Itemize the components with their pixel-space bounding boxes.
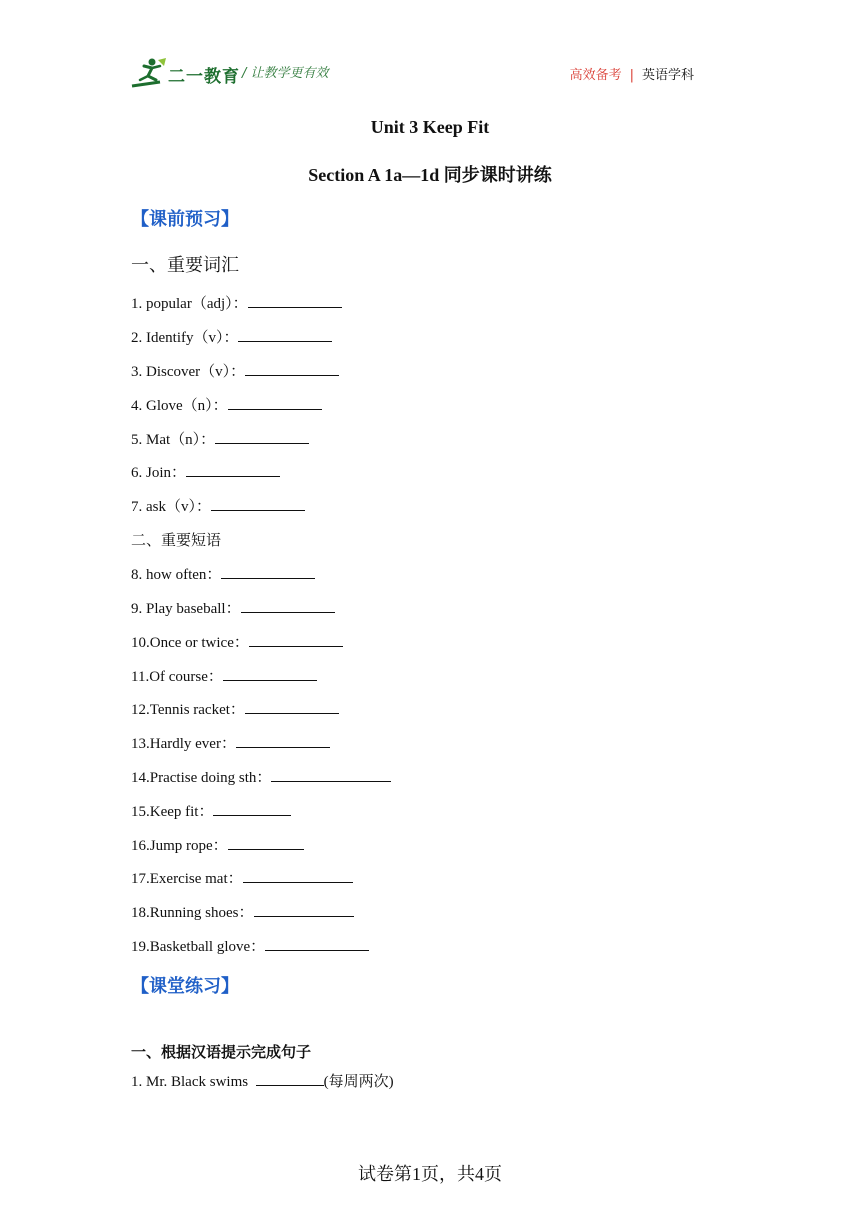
vocab-label: 1. popular（adj）： <box>131 296 248 312</box>
practice-heading: 【课堂练习】 <box>131 976 239 997</box>
phrase-item <box>131 834 304 855</box>
phrase-item <box>131 935 369 956</box>
answer-blank[interactable] <box>215 428 309 444</box>
phrase-item <box>131 563 315 584</box>
phrase-item <box>131 597 335 618</box>
phrase-label: 9. Play baseball： <box>131 601 241 617</box>
header-label: 高效备考 <box>569 68 622 83</box>
phrase-label: 14.Practise doing sth： <box>131 770 272 786</box>
page-header <box>0 0 860 100</box>
answer-blank[interactable] <box>241 597 335 613</box>
phrase-label: 16.Jump rope： <box>131 838 228 854</box>
answer-blank[interactable] <box>254 901 354 917</box>
vocab-item <box>131 326 332 347</box>
vocab-label: 4. Glove（n）： <box>131 398 228 414</box>
phrase-item <box>131 766 391 787</box>
vocab-heading: 一、重要词汇 <box>131 255 239 275</box>
phrase-item <box>131 698 339 719</box>
vocab-label: 3. Discover（v）： <box>131 364 246 380</box>
answer-blank[interactable] <box>248 292 342 308</box>
vocab-label: 5. Mat（n）： <box>131 432 216 448</box>
phrase-label: 8. how often： <box>131 567 222 583</box>
answer-blank[interactable] <box>249 631 343 647</box>
phrase-label: 12.Tennis racket： <box>131 702 245 718</box>
slogan: / 让教学更有效 <box>242 66 329 81</box>
vocab-label: 7. ask（v）： <box>131 499 211 515</box>
question-text: 1. Mr. Black swims <box>131 1074 249 1090</box>
phrase-item <box>131 800 291 821</box>
question-hint: (每周两次) <box>323 1074 394 1090</box>
phrase-label: 17.Exercise mat： <box>131 871 243 887</box>
slogan-text: 让教学更有效 <box>250 66 329 81</box>
vocab-item <box>131 495 305 516</box>
page-subtitle: Section A 1a—1d 同步课时讲练 <box>308 165 552 185</box>
header-divider: | <box>629 68 634 83</box>
answer-blank[interactable] <box>256 1070 324 1086</box>
logo-text: 二一教育 <box>168 67 240 87</box>
page-title: Unit 3 Keep Fit <box>370 117 490 137</box>
part1-heading: 一、根据汉语提示完成句子 <box>131 1043 312 1061</box>
page-footer: 试卷第1页，共4页 <box>358 1164 502 1184</box>
phrase-item <box>131 732 330 753</box>
brand-logo <box>130 56 350 92</box>
phrase-item <box>131 867 353 888</box>
answer-blank[interactable] <box>213 800 291 816</box>
answer-blank[interactable] <box>238 326 332 342</box>
vocab-item <box>131 292 342 313</box>
answer-blank[interactable] <box>245 360 339 376</box>
answer-blank[interactable] <box>271 766 391 782</box>
vocab-label: 2. Identify（v）： <box>131 330 239 346</box>
answer-blank[interactable] <box>211 495 305 511</box>
phrase-label: 15.Keep fit： <box>131 804 214 820</box>
answer-blank[interactable] <box>228 834 304 850</box>
phrase-item <box>131 665 317 686</box>
phrase-label: 11.Of course： <box>131 669 223 685</box>
header-subject <box>570 64 694 83</box>
vocab-item <box>131 461 280 482</box>
vocab-item <box>131 360 339 381</box>
vocab-item <box>131 394 322 415</box>
phrase-item <box>131 901 354 922</box>
vocab-item <box>131 428 309 449</box>
answer-blank[interactable] <box>186 461 280 477</box>
answer-blank[interactable] <box>265 935 369 951</box>
answer-blank[interactable] <box>243 867 353 883</box>
question-1 <box>131 1070 394 1091</box>
answer-blank[interactable] <box>221 563 315 579</box>
phrase-heading: 二、重要短语 <box>131 533 222 549</box>
vocab-label: 6. Join： <box>131 465 187 481</box>
runner-logo-icon <box>130 56 170 90</box>
answer-blank[interactable] <box>236 732 330 748</box>
answer-blank[interactable] <box>245 698 339 714</box>
answer-blank[interactable] <box>228 394 322 410</box>
phrase-label: 10.Once or twice： <box>131 635 249 651</box>
phrase-label: 13.Hardly ever： <box>131 736 236 752</box>
phrase-item <box>131 631 343 652</box>
answer-blank[interactable] <box>223 665 317 681</box>
header-subject-label: 英语学科 <box>641 68 694 83</box>
phrase-label: 19.Basketball glove： <box>131 939 266 955</box>
phrase-label: 18.Running shoes： <box>131 905 254 921</box>
preview-heading: 【课前预习】 <box>131 209 239 230</box>
